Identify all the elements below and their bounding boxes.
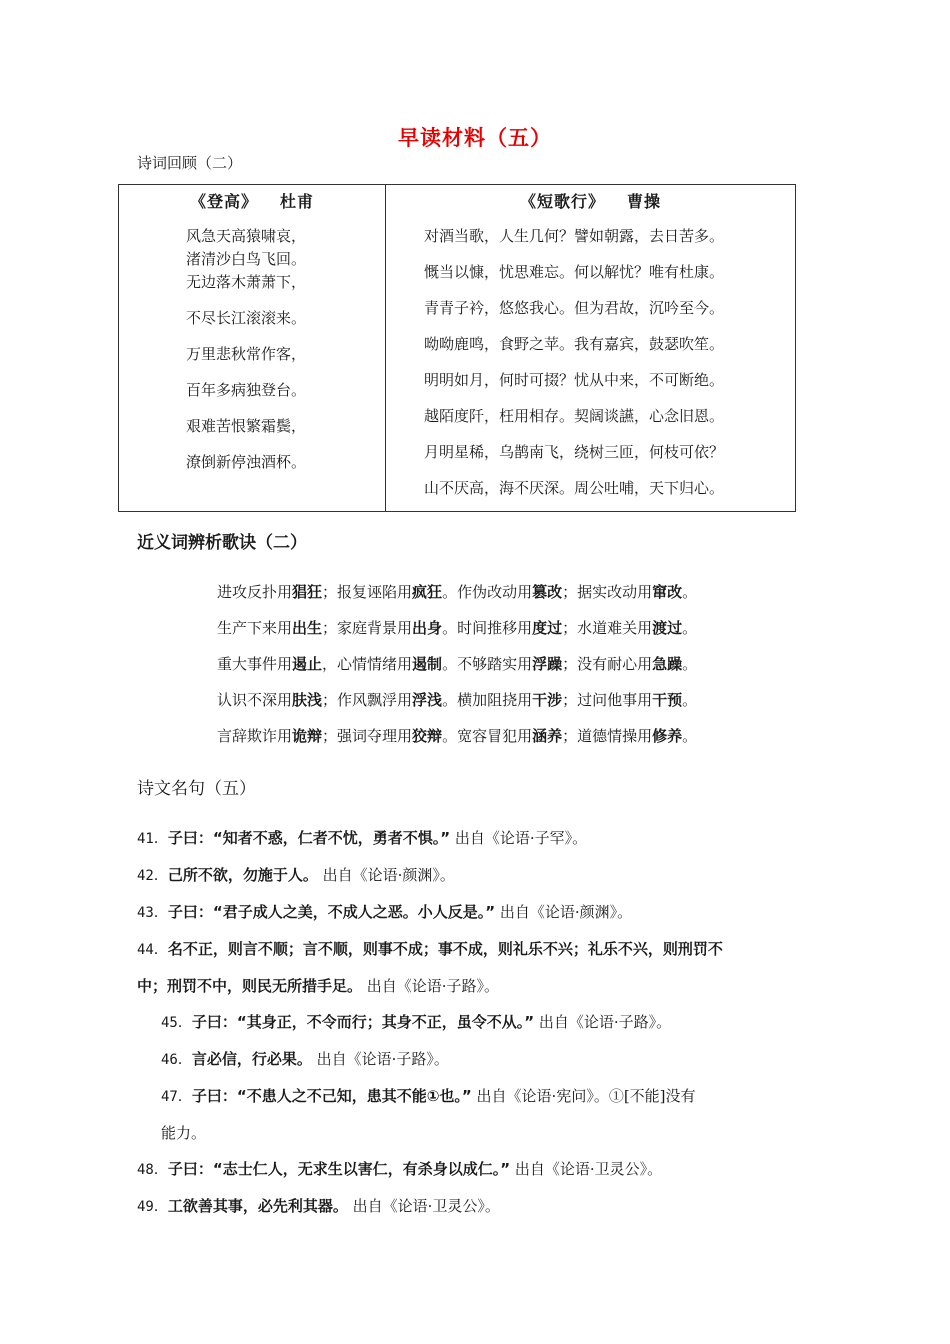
poem-line: 青青子衿，悠悠我心。但为君故，沉吟至今。 bbox=[424, 299, 725, 317]
poem-table bbox=[118, 184, 796, 512]
mnemonic-line: 进攻反扑用猖狂；报复诬陷用疯狂。作伪改动用篡改；据实改动用窜改。 bbox=[217, 583, 698, 601]
synonym-mnemonic bbox=[217, 580, 697, 760]
quote-item: 44．名不正，则言不顺；言不顺，则事不成；事不成，则礼乐不兴；礼乐不兴，则刑罚不 bbox=[137, 940, 723, 958]
quote-item: 42．己所不欲，勿施于人。 出自《论语·颜渊》。 bbox=[137, 866, 455, 884]
section-subtitle: 诗词回顾（二） bbox=[137, 154, 243, 172]
poem-line: 万里悲秋常作客， bbox=[186, 345, 307, 363]
quotes-list bbox=[137, 826, 817, 1231]
poem-column-duangexing bbox=[386, 185, 795, 511]
poem-line: 越陌度阡，枉用相存。契阔谈讌，心念旧恩。 bbox=[424, 407, 725, 425]
quotes-heading: 诗文名句（五） bbox=[137, 779, 256, 799]
poem-line: 呦呦鹿鸣，食野之苹。我有嘉宾，鼓瑟吹笙。 bbox=[424, 335, 725, 353]
poem-line: 潦倒新停浊酒杯。 bbox=[186, 453, 307, 471]
quote-item: 43．子曰：“君子成人之美，不成人之恶。小人反是。” 出自《论语·颜渊》。 bbox=[137, 903, 633, 921]
quote-item: 48．子曰：“志士仁人，无求生以害仁，有杀身以成仁。” 出自《论语·卫灵公》。 bbox=[137, 1160, 663, 1178]
poem-heading bbox=[119, 189, 385, 212]
quote-item: 47．子曰：“不患人之不己知，患其不能①也。” 出自《论语·宪问》。①[不能]没有 bbox=[161, 1087, 696, 1105]
poem-line: 慨当以慷，忧思难忘。何以解忧？唯有杜康。 bbox=[424, 263, 725, 281]
poem-line: 对酒当歌，人生几何？譬如朝露，去日苦多。 bbox=[424, 227, 725, 245]
poem-line: 风急天高猿啸哀， bbox=[186, 227, 307, 245]
quote-item: 46．言必信，行必果。 出自《论语·子路》。 bbox=[161, 1050, 449, 1068]
quote-item-continued: 中；刑罚不中，则民无所措手足。 出自《论语·子路》。 bbox=[137, 977, 500, 995]
mnemonic-line: 言辞欺诈用诡辩；强词夺理用狡辩。宽容冒犯用涵养；道德情操用修养。 bbox=[217, 727, 698, 745]
quote-item: 49．工欲善其事，必先利其器。 出自《论语·卫灵公》。 bbox=[137, 1197, 500, 1215]
poem-column-denggao bbox=[119, 185, 386, 511]
poem-title: 《登高》 bbox=[189, 192, 258, 211]
mnemonic-line: 重大事件用遏止，心情情绪用遏制。不够踏实用浮躁；没有耐心用急躁。 bbox=[217, 655, 698, 673]
page-title: 早读材料（五） bbox=[398, 126, 552, 150]
poem-line: 渚清沙白鸟飞回。 bbox=[186, 250, 307, 268]
poem-line: 百年多病独登台。 bbox=[186, 381, 307, 399]
quote-item-continued: 能力。 bbox=[161, 1124, 207, 1142]
poem-lines bbox=[186, 225, 306, 474]
quote-item: 41．子曰：“知者不惑，仁者不忧，勇者不惧。” 出自《论语·子罕》。 bbox=[137, 829, 588, 847]
poem-author: 曹操 bbox=[627, 192, 662, 211]
synonym-heading: 近义词辨析歌诀（二） bbox=[137, 533, 307, 553]
mnemonic-line: 认识不深用肤浅；作风飘浮用浮浅。横加阻挠用干涉；过问他事用干预。 bbox=[217, 691, 698, 709]
poem-line: 明明如月，何时可掇？忧从中来，不可断绝。 bbox=[424, 371, 725, 389]
quote-item: 45．子曰：“其身正，不令而行；其身不正，虽令不从。” 出自《论语·子路》。 bbox=[161, 1013, 672, 1031]
poem-line: 不尽长江滚滚来。 bbox=[186, 309, 307, 327]
poem-line: 山不厌高，海不厌深。周公吐哺，天下归心。 bbox=[424, 479, 725, 497]
poem-line: 月明星稀，乌鹊南飞，绕树三匝，何枝可依？ bbox=[424, 443, 725, 461]
poem-author: 杜甫 bbox=[280, 192, 315, 211]
poem-lines bbox=[424, 225, 724, 513]
poem-line: 无边落木萧萧下， bbox=[186, 273, 307, 291]
poem-heading bbox=[386, 189, 795, 212]
poem-line: 艰难苦恨繁霜鬓， bbox=[186, 417, 307, 435]
mnemonic-line: 生产下来用出生；家庭背景用出身。时间推移用度过；水道难关用渡过。 bbox=[217, 619, 698, 637]
poem-title: 《短歌行》 bbox=[519, 192, 605, 211]
